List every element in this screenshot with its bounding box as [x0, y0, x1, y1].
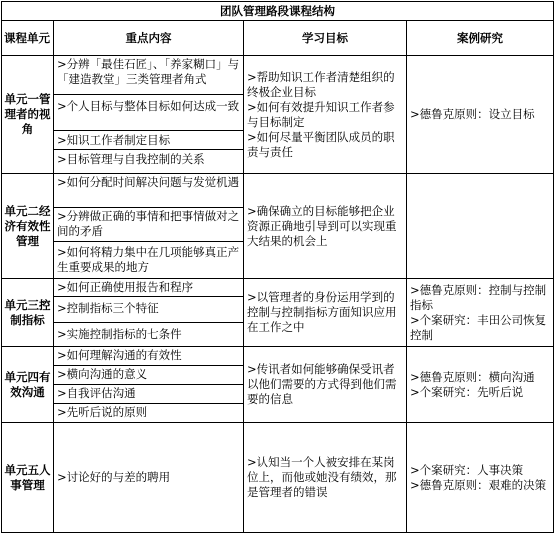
cases-cell: [407, 347, 554, 423]
header-row: [2, 21, 554, 56]
case-item: >个案研究：丰田公司恢复控制: [410, 312, 547, 342]
unit-row-4: [2, 347, 554, 423]
content-item: >如何分配时间解决问题与发觉机遇: [54, 174, 243, 208]
content-item: >分辨做正确的事情和把事情做对之间的矛盾: [54, 208, 243, 242]
key-content-cell: [54, 56, 244, 174]
content-item: >个人目标与整体目标如何达成一致: [54, 95, 243, 131]
header-goals: 学习目标: [244, 21, 407, 56]
content-item: >控制指标三个特征: [54, 297, 243, 323]
table-title: 团队管理路段课程结构: [2, 2, 554, 21]
goal-item: >认知当一个人被安排在某岗位上，而他或她没有绩效，那是管理者的错误: [247, 455, 397, 499]
content-item: >分辨「最佳石匠」、「养家糊口」与「建造教堂」三类管理者角式: [54, 56, 243, 95]
title-row: [2, 2, 554, 21]
content-item: >讨论好的与差的聘用: [57, 470, 171, 484]
unit-row-5: [2, 423, 554, 533]
goals-cell: [244, 347, 407, 423]
key-content-cell: [54, 279, 244, 347]
goals-cell: [244, 279, 407, 347]
content-item: >先听后说的原则: [57, 405, 148, 419]
cases-cell: [407, 56, 554, 174]
goal-item: >如何有效提升知识工作者参与目标制定: [247, 99, 395, 129]
unit-name: 单元二经济有效性管理: [2, 174, 54, 279]
content-item: >横向沟通的意义: [54, 366, 243, 385]
goal-item: >确保确立的目标能够把企业资源正确地引导到可以实现重大结果的机会上: [247, 203, 397, 248]
goal-item: >帮助知识工作者清楚组织的终极企业目标: [247, 69, 395, 99]
course-structure-page: [1, 1, 553, 531]
content-item: >如何正确使用报告和程序: [54, 279, 243, 297]
content-item: >如何将精力集中在几项能够真正产生重要成果的地方: [57, 245, 240, 274]
content-item: >目标管理与自我控制的关系: [57, 152, 205, 166]
case-item: >德鲁克原则：横向沟通: [410, 369, 535, 384]
goals-cell: [244, 174, 407, 279]
case-item: >德鲁克原则：控制与控制指标: [410, 282, 547, 312]
unit-name: 单元五人事管理: [2, 423, 54, 533]
key-content-cell: [54, 423, 244, 533]
case-item: >个案研究：先听后说: [410, 384, 524, 399]
content-item: >如何理解沟通的有效性: [54, 347, 243, 366]
header-cases: 案例研究: [407, 21, 554, 56]
case-item: >德鲁克原则：艰难的决策: [410, 477, 547, 492]
cases-cell: [407, 279, 554, 347]
goal-item: >以管理者的身份运用学到的控制与控制指标方面知识应用在工作之中: [247, 290, 397, 334]
content-item: >实施控制指标的七条件: [57, 327, 182, 341]
unit-row-2: [2, 174, 554, 279]
unit-row-1: [2, 56, 554, 174]
course-structure-table: [1, 1, 554, 533]
unit-name: 单元四有效沟通: [2, 347, 54, 423]
key-content-cell: [54, 347, 244, 423]
cases-cell: [407, 423, 554, 533]
header-key-content: 重点内容: [54, 21, 244, 56]
header-unit: 课程单元: [2, 21, 54, 56]
cases-cell: [407, 174, 554, 279]
content-item: >自我评估沟通: [54, 385, 243, 404]
case-item: >德鲁克原则：设立目标: [410, 107, 535, 121]
goal-item: >如何尽量平衡团队成员的职责与责任: [247, 129, 395, 159]
key-content-cell: [54, 174, 244, 279]
content-item: >知识工作者制定目标: [54, 131, 243, 150]
goal-item: >传讯者如何能够确保受讯者以他们需要的方式得到他们需要的信息: [247, 362, 397, 406]
unit-name: 单元三控制指标: [2, 279, 54, 347]
case-item: >个案研究：人事决策: [410, 462, 524, 477]
goals-cell: [244, 423, 407, 533]
unit-name: 单元一管理者的视角: [2, 56, 54, 174]
goals-cell: [244, 56, 407, 174]
unit-row-3: [2, 279, 554, 347]
